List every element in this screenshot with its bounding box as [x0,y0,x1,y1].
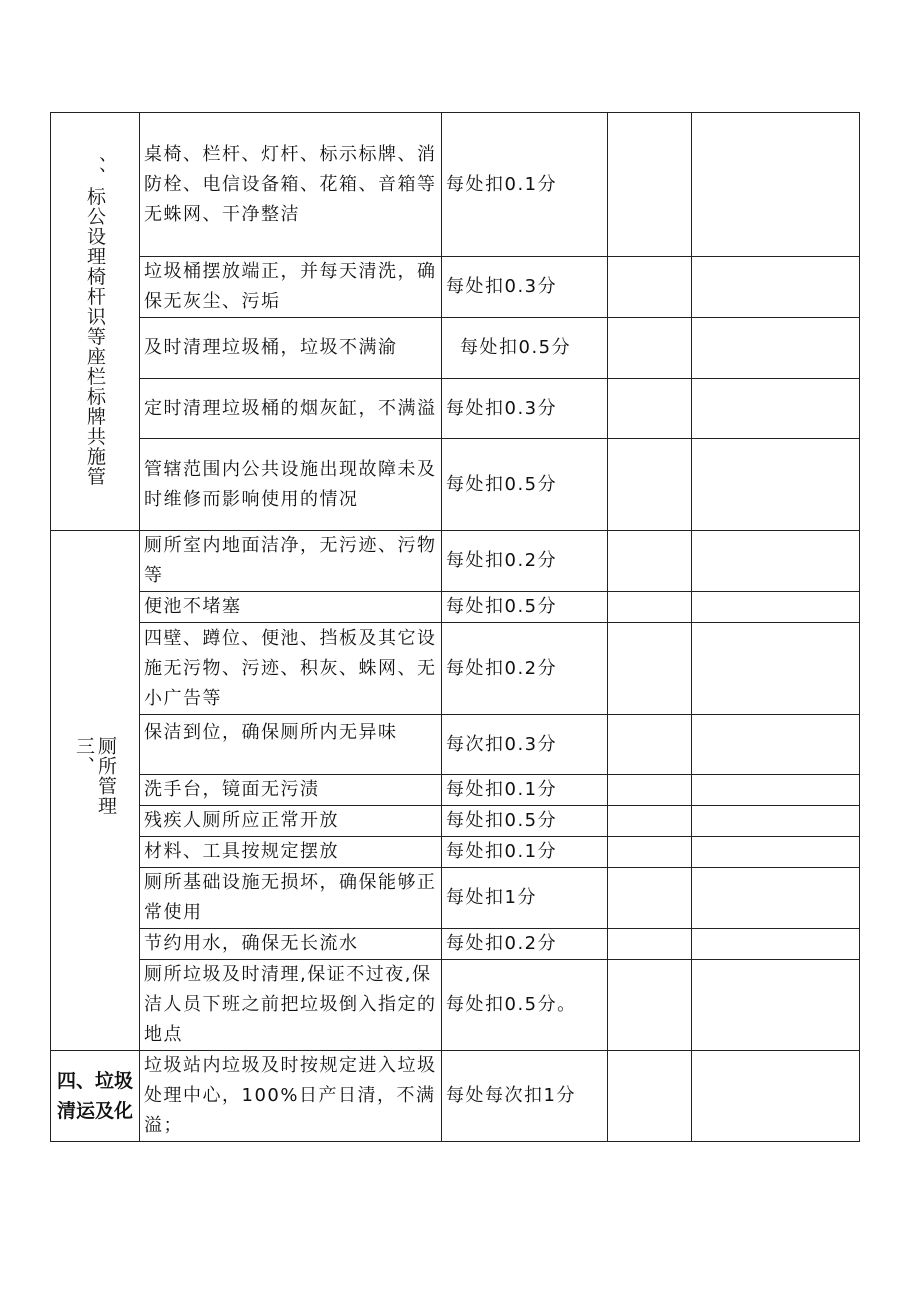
score-cell[interactable] [608,257,692,318]
table-row [51,318,860,379]
remark-cell[interactable] [692,592,860,623]
table-row [51,715,860,775]
score-cell[interactable] [608,592,692,623]
standard-cell: 厕所垃圾及时清理,保证不过夜,保洁人员下班之前把垃圾倒入指定的地点 [140,960,442,1051]
remark-cell[interactable] [692,1051,860,1142]
table-row [51,379,860,439]
score-cell[interactable] [608,113,692,257]
remark-cell[interactable] [692,715,860,775]
score-cell[interactable] [608,960,692,1051]
category-label: 、、标公设理椅杆识等座栏标牌共施管 [84,156,106,487]
remark-cell[interactable] [692,379,860,439]
standard-cell: 桌椅、栏杆、灯杆、标示标牌、消防栓、电信设备箱、花箱、音箱等无蛛网、干净整洁 [140,113,442,257]
remark-cell[interactable] [692,775,860,806]
inspection-table [50,112,860,1142]
deduction-cell: 每处扣0.5分 [442,318,608,379]
standard-cell: 厕所基础设施无损坏，确保能够正常使用 [140,868,442,929]
category-cell [51,113,140,531]
table-row [51,257,860,318]
table-row [51,868,860,929]
remark-cell[interactable] [692,929,860,960]
remark-cell[interactable] [692,531,860,592]
deduction-cell: 每处扣0.1分 [442,775,608,806]
standard-cell: 便池不堵塞 [140,592,442,623]
remark-cell[interactable] [692,960,860,1051]
category-label: 四、垃圾清运及化 [56,1070,133,1122]
deduction-cell: 每处扣0.3分 [442,379,608,439]
table-row [51,623,860,715]
score-cell[interactable] [608,623,692,715]
remark-cell[interactable] [692,623,860,715]
score-cell[interactable] [608,837,692,868]
deduction-cell: 每处扣0.2分 [442,623,608,715]
table-row [51,1051,860,1142]
score-cell[interactable] [608,868,692,929]
remark-cell[interactable] [692,868,860,929]
table-row [51,592,860,623]
standard-cell: 残疾人厕所应正常开放 [140,806,442,837]
table-row [51,929,860,960]
standard-cell: 材料、工具按规定摆放 [140,837,442,868]
category-cell [51,531,140,1051]
deduction-cell: 每处扣0.5分 [442,439,608,531]
standard-cell: 洗手台，镜面无污渍 [140,775,442,806]
remark-cell[interactable] [692,837,860,868]
deduction-cell: 每处扣0.2分 [442,531,608,592]
category-label: 厕所管理三、 [73,735,117,816]
deduction-cell: 每处扣0.3分 [442,257,608,318]
standard-cell: 四壁、蹲位、便池、挡板及其它设施无污物、污迹、积灰、蛛网、无小广告等 [140,623,442,715]
table-row [51,439,860,531]
score-cell[interactable] [608,775,692,806]
category-cell [51,1051,140,1142]
score-cell[interactable] [608,531,692,592]
deduction-cell: 每处扣0.1分 [442,837,608,868]
standard-cell: 垃圾桶摆放端正，并每天清洗，确保无灰尘、污垢 [140,257,442,318]
remark-cell[interactable] [692,806,860,837]
standard-cell: 管辖范围内公共设施出现故障未及时维修而影响使用的情况 [140,439,442,531]
standard-cell: 保洁到位，确保厕所内无异味 [140,715,442,775]
table-row [51,775,860,806]
deduction-cell: 每处扣0.5分 [442,592,608,623]
score-cell[interactable] [608,1051,692,1142]
score-cell[interactable] [608,929,692,960]
standard-cell: 垃圾站内垃圾及时按规定进入垃圾处理中心，100%日产日清，不满溢； [140,1051,442,1142]
score-cell[interactable] [608,318,692,379]
score-cell[interactable] [608,715,692,775]
standard-cell: 定时清理垃圾桶的烟灰缸，不满溢 [140,379,442,439]
deduction-cell: 每处扣1分 [442,868,608,929]
deduction-cell: 每处扣0.1分 [442,113,608,257]
deduction-cell: 每次扣0.3分 [442,715,608,775]
standard-cell: 节约用水，确保无长流水 [140,929,442,960]
deduction-cell: 每处每次扣1分 [442,1051,608,1142]
remark-cell[interactable] [692,439,860,531]
deduction-cell: 每处扣0.5分 [442,806,608,837]
table-row [51,806,860,837]
deduction-cell: 每处扣0.5分。 [442,960,608,1051]
table-row [51,960,860,1051]
remark-cell[interactable] [692,318,860,379]
deduction-cell: 每处扣0.2分 [442,929,608,960]
score-cell[interactable] [608,379,692,439]
remark-cell[interactable] [692,257,860,318]
score-cell[interactable] [608,806,692,837]
table-row [51,531,860,592]
table-row [51,113,860,257]
table-row [51,837,860,868]
standard-cell: 厕所室内地面洁净，无污迹、污物等 [140,531,442,592]
score-cell[interactable] [608,439,692,531]
remark-cell[interactable] [692,113,860,257]
standard-cell: 及时清理垃圾桶，垃圾不满渝 [140,318,442,379]
